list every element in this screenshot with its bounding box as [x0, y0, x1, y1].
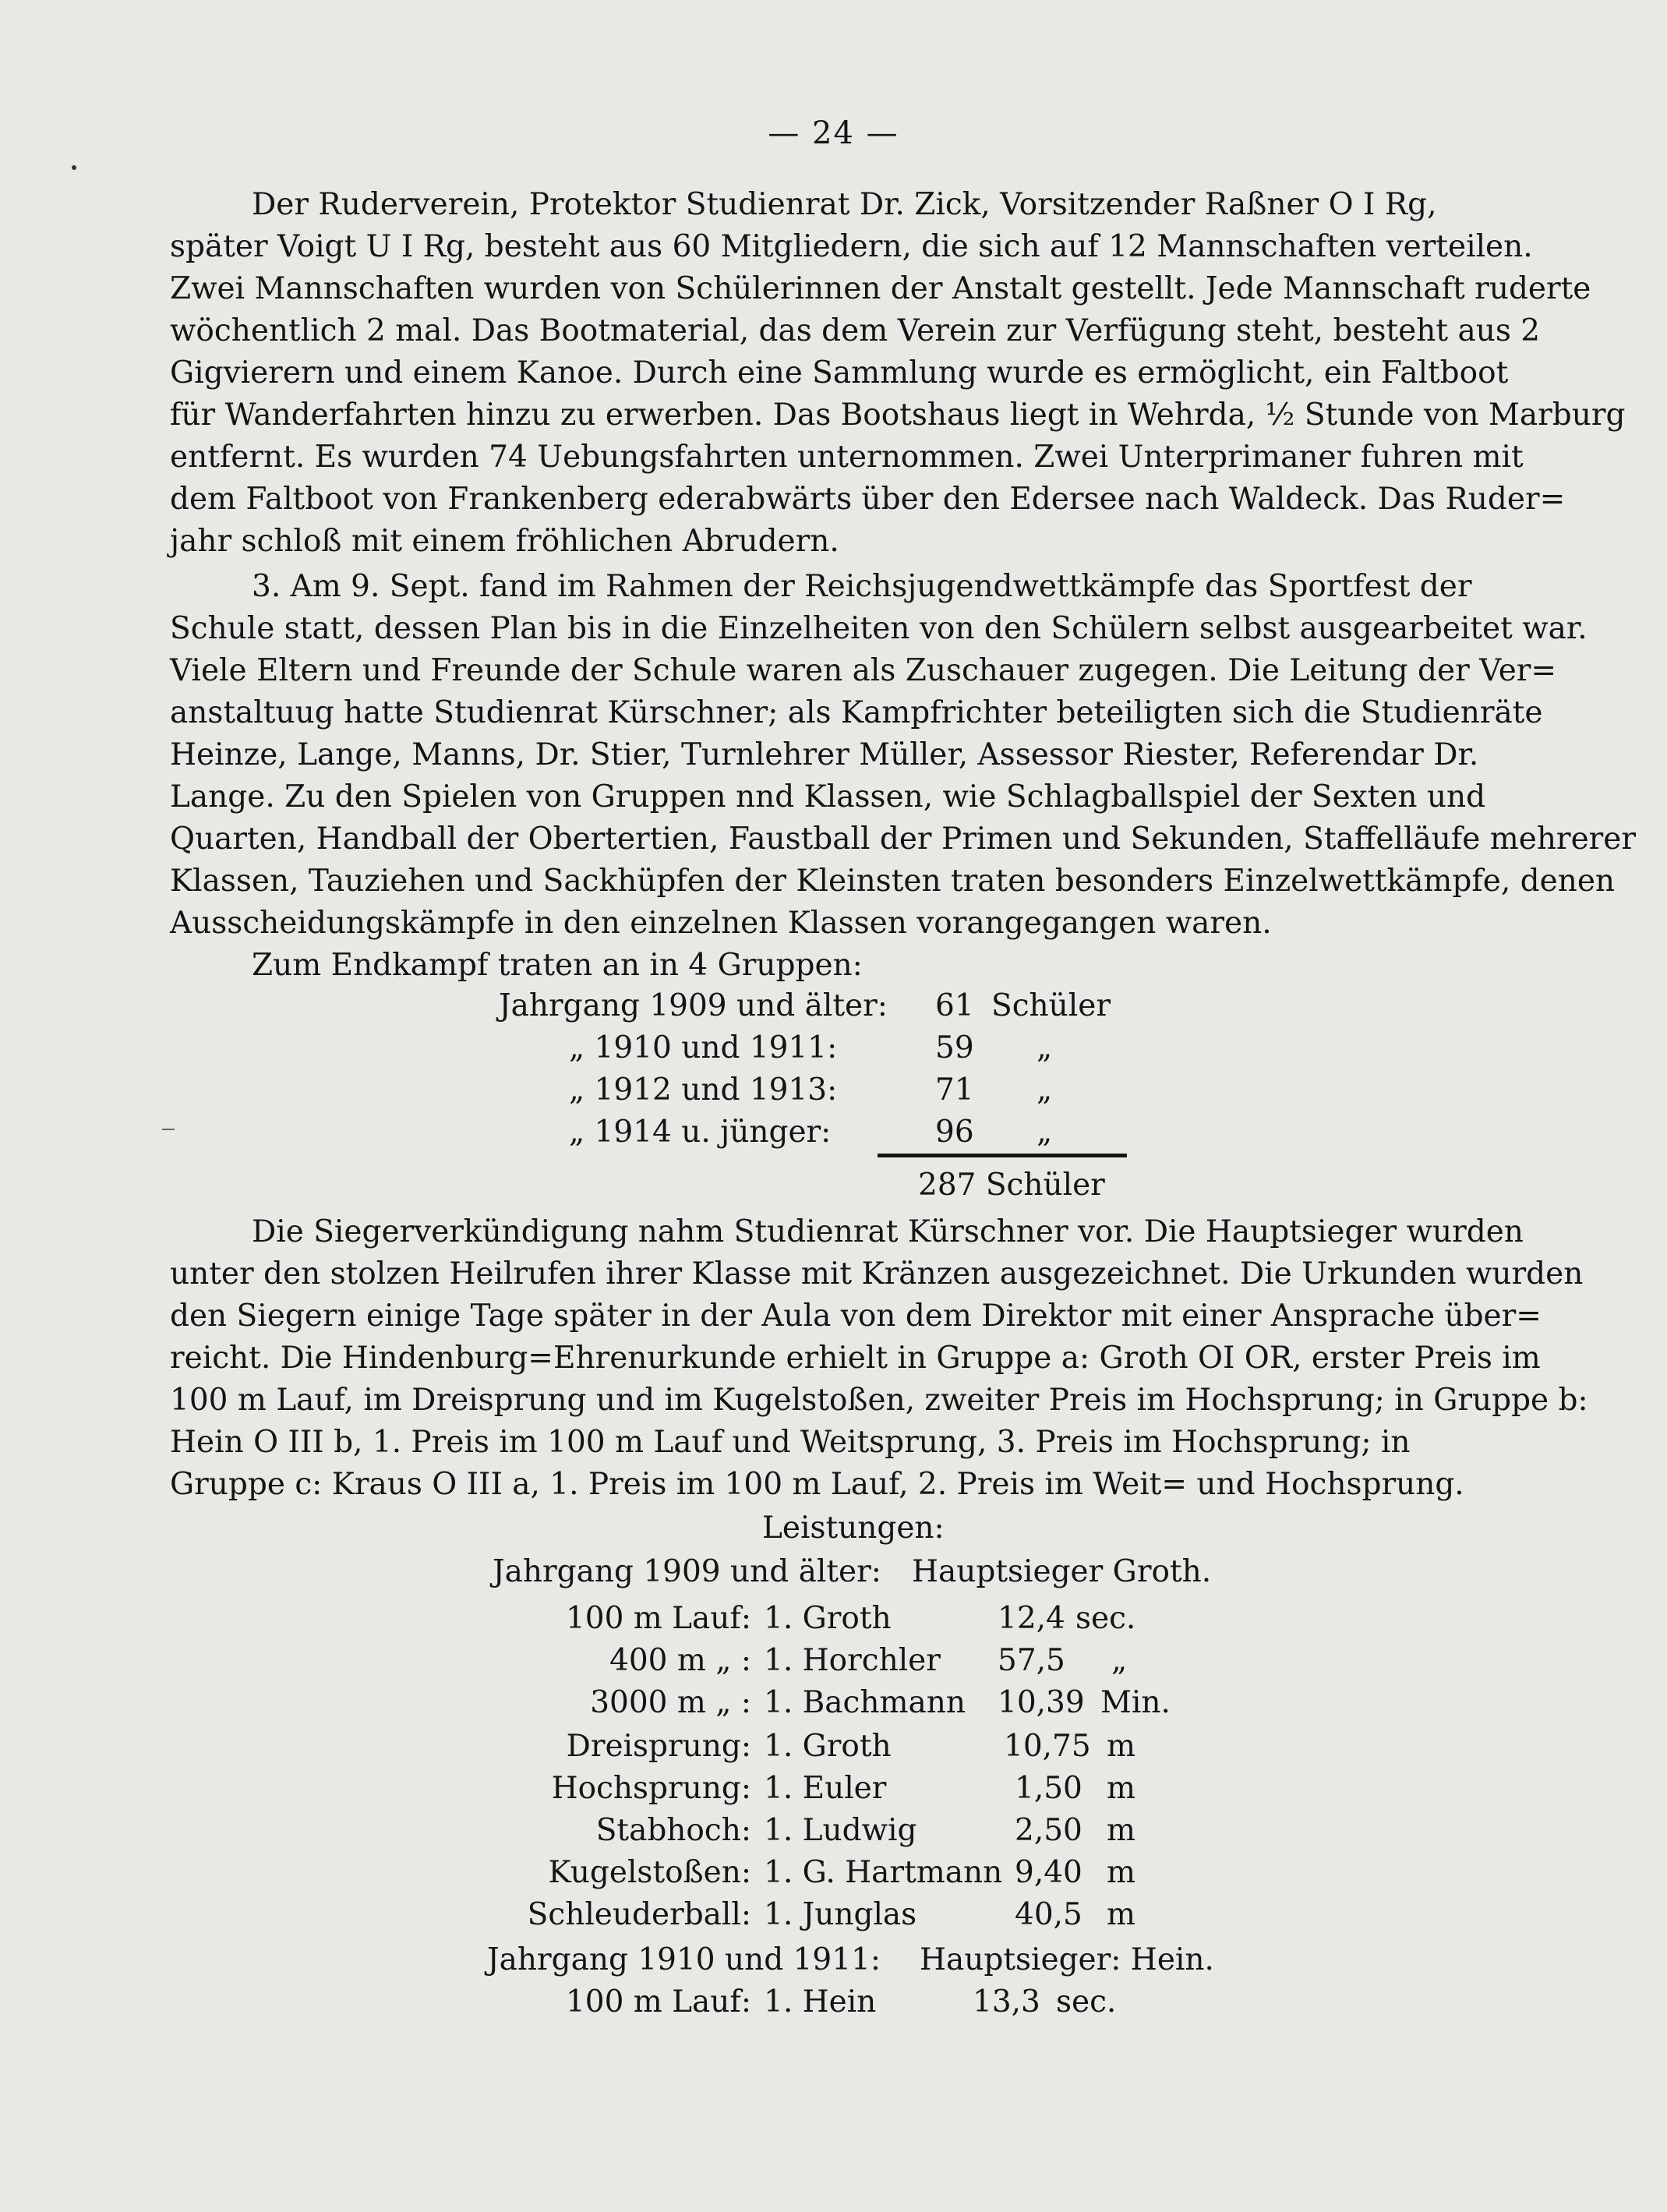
- sum-rule: [878, 1154, 1127, 1157]
- margin-dot: [72, 165, 76, 170]
- value: 57,5: [998, 1643, 1065, 1678]
- text-line: anstaltuug hatte Studienrat Kürschner; als Kampfrichter beteiligten sich die Studienräte: [170, 695, 1543, 730]
- group-count: 61: [935, 988, 974, 1023]
- text-line: für Wanderfahrten hinzu zu erwerben. Das Bootshaus liegt in Wehrda, ½ Stunde von Marburg: [170, 398, 1626, 433]
- margin-dash: [162, 1129, 175, 1130]
- group-count: 96: [935, 1115, 974, 1150]
- page-number: — 24 —: [768, 115, 899, 151]
- winner: 1. Horchler: [764, 1643, 941, 1678]
- text-line: Der Ruderverein, Protektor Studienrat Dr. Zick, Vorsitzender Raßner O I Rg,: [252, 187, 1437, 222]
- group-label: Jahrgang 1909 und älter:: [499, 988, 888, 1023]
- text-line: Schule statt, dessen Plan bis in die Einzelheiten von den Schülern selbst ausgearbeitet war.: [170, 611, 1588, 646]
- group-count: 71: [935, 1072, 974, 1108]
- event: Schleuderball:: [527, 1897, 751, 1932]
- group-count: 59: [935, 1030, 974, 1065]
- text-line: später Voigt U I Rg, besteht aus 60 Mitgliedern, die sich auf 12 Mannschaften verteilen.: [170, 229, 1533, 264]
- text-line: jahr schloß mit einem fröhlichen Abrudern.: [170, 524, 839, 559]
- unit: „: [1111, 1643, 1128, 1678]
- text-line: Ausscheidungskämpfe in den einzelnen Klassen vorangegangen waren.: [170, 906, 1272, 941]
- text-line: 3. Am 9. Sept. fand im Rahmen der Reichsjugendwettkämpfe das Sportfest der: [252, 569, 1472, 604]
- text-line: Die Siegerverkündigung nahm Studienrat Kürschner vor. Die Hauptsieger wurden: [252, 1214, 1524, 1249]
- group-unit: „: [1037, 1072, 1053, 1108]
- text-line: entfernt. Es wurden 74 Uebungsfahrten unternommen. Zwei Unterprimaner fuhren mit: [170, 440, 1524, 475]
- event: Hochsprung:: [551, 1771, 751, 1806]
- value: 9,40: [1015, 1855, 1082, 1890]
- value: 1,50: [1015, 1771, 1082, 1806]
- text-line: Quarten, Handball der Obertertien, Faustball der Primen und Sekunden, Staffelläufe mehrerer: [170, 822, 1637, 857]
- group2-heading-left: Jahrgang 1910 und 1911:: [487, 1942, 881, 1977]
- value: 40,5: [1015, 1897, 1082, 1932]
- text-line: Hein O III b, 1. Preis im 100 m Lauf und Weitsprung, 3. Preis im Hochsprung; in: [170, 1425, 1411, 1460]
- group-label: „ 1910 und 1911:: [569, 1030, 838, 1065]
- unit: m: [1107, 1729, 1135, 1764]
- value: 10,75: [1004, 1729, 1091, 1764]
- text-line: unter den stolzen Heilrufen ihrer Klasse mit Kränzen ausgezeichnet. Die Urkunden wurden: [170, 1256, 1584, 1292]
- group-unit: „: [1037, 1115, 1053, 1150]
- text-line: Zwei Mannschaften wurden von Schülerinnen der Anstalt gestellt. Jede Mannschaft ruderte: [170, 271, 1591, 306]
- text-line: Klassen, Tauziehen und Sackhüpfen der Kleinsten traten besonders Einzelwettkämpfe, denen: [170, 864, 1616, 899]
- group-total: 287 Schüler: [918, 1168, 1105, 1203]
- value: 10,39: [998, 1685, 1085, 1720]
- unit: sec.: [1075, 1601, 1136, 1636]
- group-unit: Schüler: [991, 988, 1111, 1023]
- text-line: den Siegern einige Tage später in der Aula von dem Direktor mit einer Ansprache über=: [170, 1299, 1542, 1334]
- event: Kugelstoßen:: [548, 1855, 751, 1890]
- value: 2,50: [1015, 1813, 1082, 1848]
- winner: 1. Groth: [764, 1601, 892, 1636]
- winner: 1. Hein: [764, 1984, 877, 2019]
- event: Stabhoch:: [595, 1813, 751, 1848]
- text-line: Heinze, Lange, Manns, Dr. Stier, Turnlehrer Müller, Assessor Riester, Referendar Dr.: [170, 737, 1479, 772]
- text-line: Gigvierern und einem Kanoe. Durch eine Sammlung wurde es ermöglicht, ein Faltboot: [170, 355, 1509, 390]
- unit: m: [1107, 1771, 1135, 1806]
- unit: Min.: [1100, 1685, 1171, 1720]
- event: 100 m Lauf:: [565, 1601, 751, 1636]
- group1-heading-left: Jahrgang 1909 und älter:: [493, 1554, 881, 1589]
- unit: m: [1107, 1897, 1135, 1932]
- value: 13,3: [973, 1984, 1040, 2019]
- value: 12,4: [998, 1601, 1065, 1636]
- text-line: 100 m Lauf, im Dreisprung und im Kugelstoßen, zweiter Preis im Hochsprung; in Gruppe b:: [170, 1383, 1588, 1418]
- group-unit: „: [1037, 1030, 1053, 1065]
- winner: 1. Ludwig: [764, 1813, 917, 1848]
- winner: 1. Euler: [764, 1771, 887, 1806]
- text-line: Gruppe c: Kraus O III a, 1. Preis im 100 m Lauf, 2. Preis im Weit= und Hochsprung.: [170, 1467, 1464, 1502]
- unit: m: [1107, 1813, 1135, 1848]
- event: 400 m „ :: [609, 1643, 751, 1678]
- event: Dreisprung:: [566, 1729, 751, 1764]
- group1-heading-right: Hauptsieger Groth.: [912, 1554, 1212, 1589]
- winner: 1. G. Hartmann: [764, 1855, 1003, 1890]
- text-line: wöchentlich 2 mal. Das Bootmaterial, das dem Verein zur Verfügung steht, besteht aus 2: [170, 313, 1541, 348]
- group2-heading-right: Hauptsieger: Hein.: [920, 1942, 1214, 1977]
- winner: 1. Junglas: [764, 1897, 917, 1932]
- group-label: „ 1912 und 1913:: [569, 1072, 838, 1108]
- text-line: dem Faltboot von Frankenberg ederabwärts über den Edersee nach Waldeck. Das Ruder=: [170, 482, 1566, 517]
- unit: m: [1107, 1855, 1135, 1890]
- group-label: „ 1914 u. jünger:: [569, 1115, 832, 1150]
- leistungen-title: Leistungen:: [762, 1511, 945, 1546]
- event: 100 m Lauf:: [565, 1984, 751, 2019]
- text-line: Viele Eltern und Freunde der Schule waren als Zuschauer zugegen. Die Leitung der Ver=: [170, 653, 1557, 688]
- endkampf-intro: Zum Endkampf traten an in 4 Gruppen:: [252, 948, 863, 983]
- winner: 1. Groth: [764, 1729, 892, 1764]
- unit: sec.: [1056, 1984, 1117, 2019]
- winner: 1. Bachmann: [764, 1685, 966, 1720]
- text-line: Lange. Zu den Spielen von Gruppen nnd Klassen, wie Schlagballspiel der Sexten und: [170, 779, 1486, 814]
- text-line: reicht. Die Hindenburg=Ehrenurkunde erhielt in Gruppe a: Groth OI OR, erster Preis im: [170, 1341, 1541, 1376]
- event: 3000 m „ :: [590, 1685, 751, 1720]
